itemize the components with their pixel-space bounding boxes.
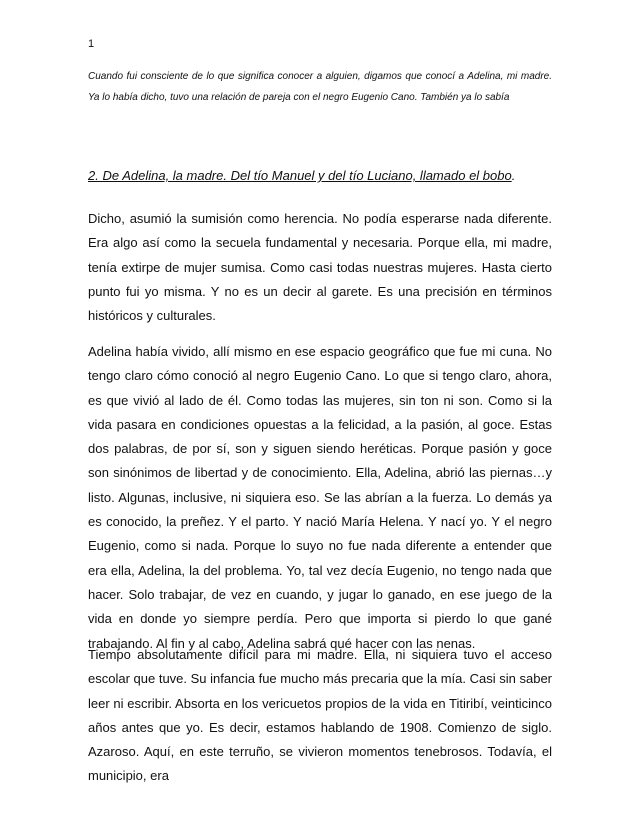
body-paragraph-1: Dicho, asumió la sumisión como herencia. No podía esperarse nada diferente. Era algo así como la secuela fundamental y necesaria. Porque ella, mi madre, tenía extirpe de mujer sumisa. Como casi todas nuestras mujeres. Hasta cierto punto fui yo misma. Y no es un decir al garete. Es una precisión en términos históricos y culturales. <box>88 211 552 324</box>
body-paragraph-2: Adelina había vivido, allí mismo en ese espacio geográfico que fue mi cuna. No tengo claro cómo conoció al negro Eugenio Cano. Lo que si tengo claro, ahora, es que vivió al lado de él. Como todas las mujeres, sin ton ni son. Como si la vida pasara en condiciones opuestas a la felicidad, a la pasión, al goce. Estas dos palabras, de por sí, son y siguen siendo heréticas. Porque pasión y goce son sinónimos de libertad y de conocimiento. Ella, Adelina, abrió las piernas…y listo. Algunas, inclusive, ni siquiera eso. Se las abrían a la fuerza. Lo demás ya es conocido, la preñez. Y el parto. Y nació María Helena. Y nací yo. Y el negro Eugenio, como si nada. Porque lo suyo no fue nada diferente a entender que era ella, Adelina, la del problema. Yo, tal vez decía Eugenio, no tengo nada que hacer. Solo trabajar, de vez en cuando, y jugar lo ganado, en ese juego de la vida en donde yo siempre perdía. Pero que importa si pierdo lo que gané trabajando. Al fin y al cabo, Adelina sabrá qué hacer con las nenas. <box>88 344 552 651</box>
section-heading <box>88 167 558 185</box>
body-paragraph-3: Tiempo absolutamente difícil para mi madre. Ella, ni siquiera tuvo el acceso escolar que tuve. Su infancia fue mucho más precaria que la mía. Casi sin saber leer ni escribir. Absorta en los vericuetos propios de la vida en Titiribí, veinticinco años antes que yo. Es decir, estamos hablando de 1908. Comienzo de siglo. Azaroso. Aquí, en este terruño, se vivieron momentos tenebrosos. Todavía, el municipio, era <box>88 647 552 784</box>
section-heading-period: . <box>511 168 516 183</box>
intro-paragraph: Cuando fui consciente de lo que significa conocer a alguien, digamos que conocí a Adelina, mi madre. Ya lo había dicho, tuvo una relación de pareja con el negro Eugenio Cano. También ya lo sabía <box>88 71 552 103</box>
section-heading-text: 2. De Adelina, la madre. Del tío Manuel y del tío Luciano, llamado el bobo <box>88 168 512 183</box>
page-number: 1 <box>88 38 95 50</box>
